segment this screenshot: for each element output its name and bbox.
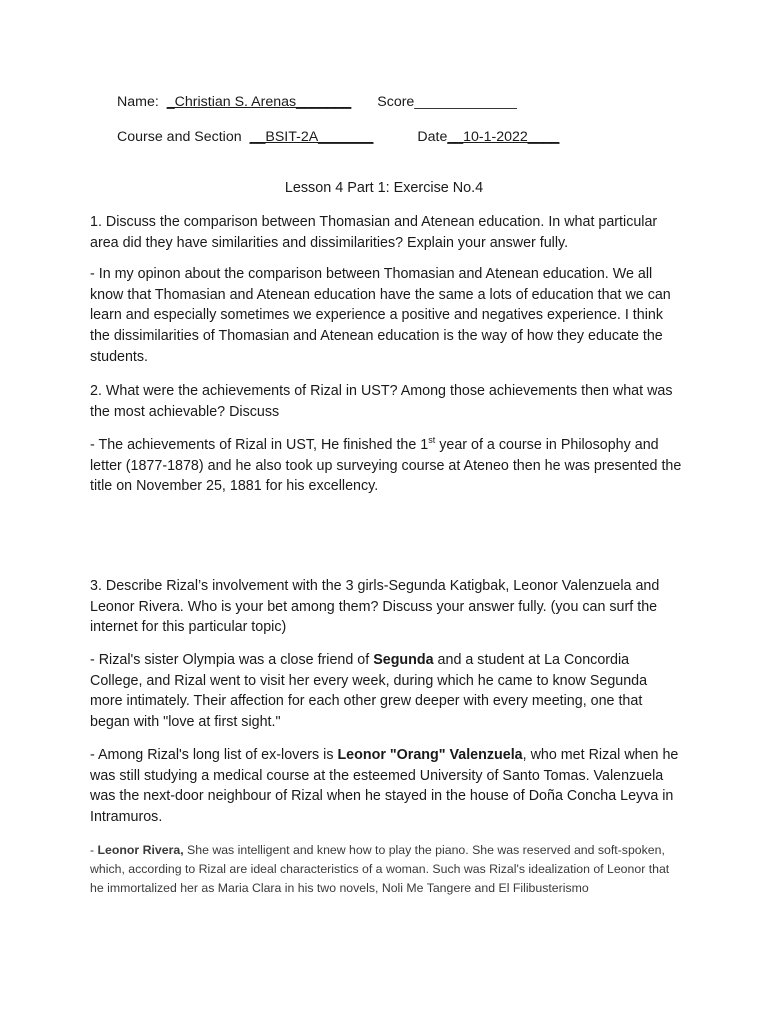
course-value: __BSIT-2A_______ [249,129,374,145]
answer-3-segunda-pre: - Rizal's sister Olympia was a close friend of [90,652,374,668]
course-label: Course and Section [117,129,242,145]
page-title: Lesson 4 Part 1: Exercise No.4 [284,180,484,196]
score-label: Score [377,94,415,110]
name-value: _Christian S. Arenas_______ [166,94,352,110]
date-value: __10-1-2022____ [447,129,560,145]
answer-2 [90,435,682,497]
answer-2-superscript: st [428,435,436,446]
answer-3-rivera-post: She was intelligent and knew how to play the piano. She was reserved and soft-spoken, which, according to Rizal are ideal characteristics of a woman. Such was Rizal's idealization of Leonor that he immortalized her as Maria Clara in his two novels, Noli Me Tangere and El Filibusterismo [90,843,670,895]
answer-3-valenzuela [90,745,682,828]
answer-3-rivera-pre: - [90,843,98,857]
name-label: Name: [117,94,159,110]
valenzuela-name: Leonor "Orang" Valenzuela [337,747,523,763]
answer-2-part-b: year of a course in Philosophy and letter (1877-1878) and he also took up surveying course at Ateneo then he was presented the title on November 25, 1881 for his excellency. [90,437,682,495]
answer-3-rivera [90,841,682,897]
segunda-name: Segunda [373,652,434,668]
answer-2-part-a: - The achievements of Rizal in UST, He finished the 1 [90,437,429,453]
answer-3-valenzuela-post: , who met Rizal when he was still studying a medical course at the esteemed University of Santo Tomas. Valenzuela was the next-door neighbour of Rizal when he stayed in the house of Doña Concha Leyva in Intramuros. [90,747,679,826]
question-3: 3. Describe Rizal’s involvement with the 3 girls-Segunda Katigbak, Leonor Valenzuela and Leonor Rivera. Who is your bet among them? Discuss your answer fully. (you can surf the internet for this particular topic) [90,578,660,636]
answer-1: - In my opinon about the comparison between Thomasian and Atenean education. We all know that Thomasian and Atenean education have the same a lots of education that we can learn and especially sometimes we experience a positive and negatives experience. I think the dissimilarities of Thomasian and Atenean education is the way of how they educate the students. [90,266,671,365]
name-score-line [117,94,517,110]
answer-3-valenzuela-pre: - Among Rizal's long list of ex-lovers is [90,747,338,763]
score-value: _____________ [414,94,517,110]
date-label: Date [417,129,448,145]
answer-3-segunda [90,650,682,733]
question-2: 2. What were the achievements of Rizal in UST? Among those achievements then what was the most achievable? Discuss [90,383,673,420]
rivera-name: Leonor Rivera, [97,843,184,857]
course-date-line [117,129,559,145]
question-1: 1. Discuss the comparison between Thomasian and Atenean education. In what particular area did they have similarities and dissimilarities? Explain your answer fully. [90,214,658,251]
answer-3-segunda-post: and a student at La Concordia College, and Rizal went to visit her every week, during which he came to know Segunda more intimately. Their affection for each other grew deeper with every meeting, one that began with "love at first sight." [90,652,648,731]
